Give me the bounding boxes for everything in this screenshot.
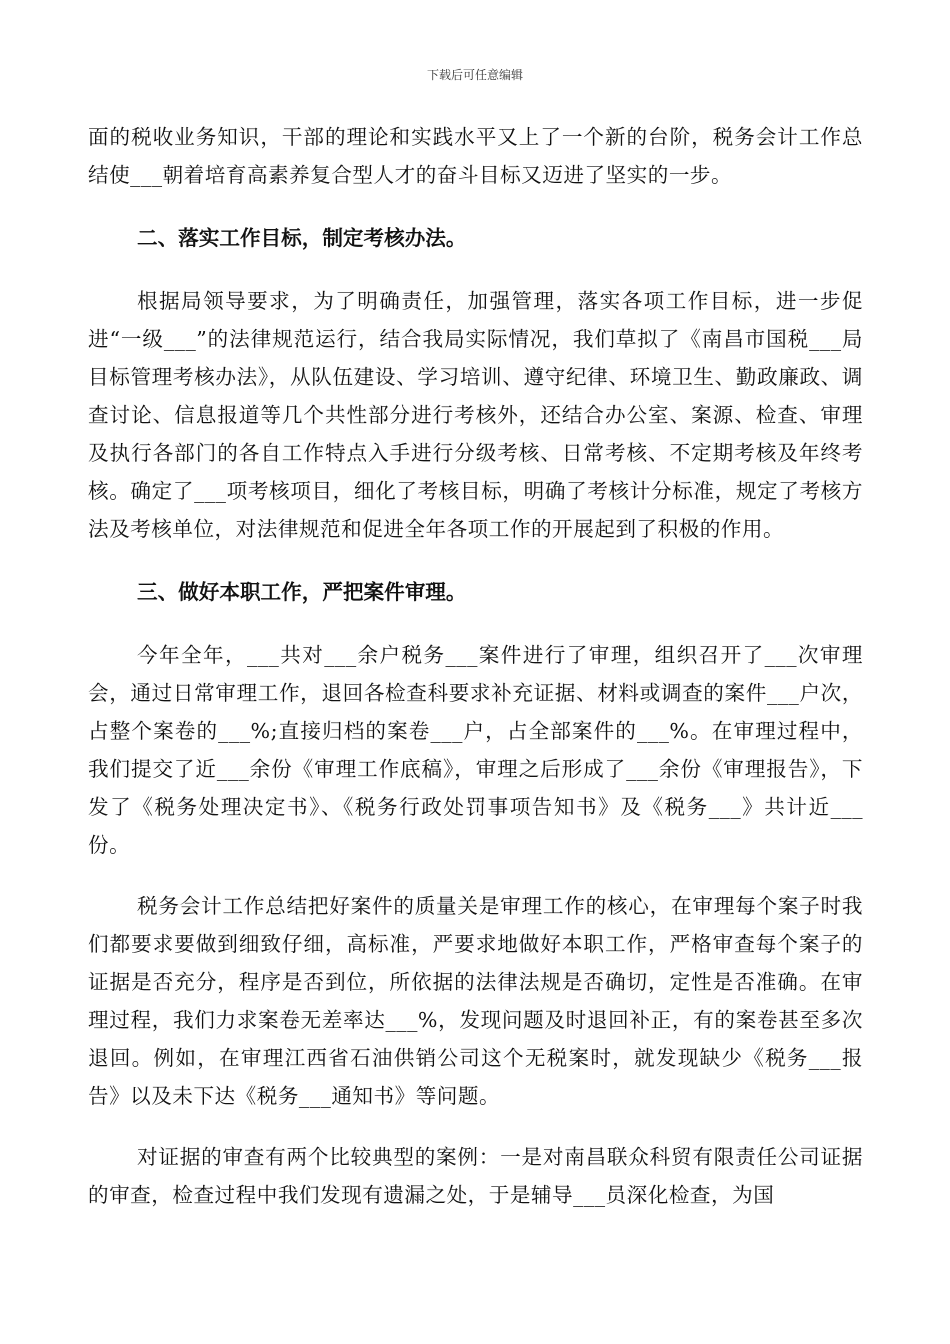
section-heading-3: 三、做好本职工作，严把案件审理。 (137, 580, 467, 604)
paragraph-quality: 税务会计工作总结把好案件的质量关是审理工作的核心，在审理每个案子时我们都要求要做到细致仔细，高标准，严要求地做好本职工作，严格审查每个案子的证据是否充分，程序是否到位，所依据的法律法规是否确切，定性是否准确。在审理过程，我们力求案卷无差率达___%，发现问题及时退回补正，有的案卷甚至多次退回。例如，在审理江西省石油供销公司这个无税案时，就发现缺少《税务___报告》以及未下达《税务___通知书》等问题。 (88, 894, 863, 1108)
paragraph-assessment: 根据局领导要求，为了明确责任，加强管理，落实各项工作目标，进一步促进“一级___”的法律规范运行，结合我局实际情况，我们草拟了《南昌市国税___局目标管理考核办法》，从队伍建设、学习培训、遵守纪律、环境卫生、勤政廉政、调查讨论、信息报道等几个共性部分进行考核外，还结合办公室、案源、检查、审理及执行各部门的各自工作特点入手进行分级考核、日常考核、不定期考核及年终考核。确定了___项考核项目，细化了考核目标，明确了考核计分标准，规定了考核方法及考核单位，对法律规范和促进全年各项工作的开展起到了积极的作用。 (88, 289, 863, 541)
paragraph-case-review: 今年全年，___共对___余户税务___案件进行了审理，组织召开了___次审理会，通过日常审理工作，退回各检查科要求补充证据、材料或调查的案件___户次，占整个案卷的___%;直接归档的案卷___户，占全部案件的___%。在审理过程中，我们提交了近___余份《审理工作底稿》，审理之后形成了___余份《审理报告》，下发了《税务处理决定书》、《税务行政处罚事项告知书》及《税务___》共计近___份。 (88, 643, 863, 857)
paragraph-continued: 面的税收业务知识，干部的理论和实践水平又上了一个新的台阶，税务会计工作总结使___朝着培育高素养复合型人才的奋斗目标又迈进了坚实的一步。 (88, 125, 863, 187)
section-heading-2: 二、落实工作目标，制定考核办法。 (137, 226, 467, 250)
paragraph-evidence: 对证据的审查有两个比较典型的案例：一是对南昌联众科贸有限责任公司证据的审查，检查过程中我们发现有遗漏之处，于是辅导___员深化检查，为国 (88, 1145, 863, 1207)
document-body (88, 118, 863, 1214)
page-header: 下载后可任意编辑 (426, 68, 523, 82)
